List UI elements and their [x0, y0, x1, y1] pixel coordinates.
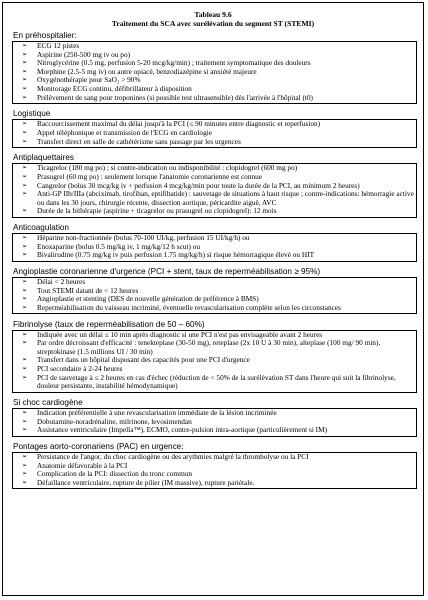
list-item: ➢ Raccourcissement maximal du délai jusqu'à la PCI (≤ 90 minutes entre diagnostic et reperfusion) — [13, 120, 414, 129]
list-item: ➢ Prélèvement de sang pour troponines (si possible test ultrasensible) dès l'arrivée à l'hôpital (t0) — [13, 94, 414, 103]
table-number: Tableau 9.6 — [194, 10, 232, 19]
section-box — [12, 330, 417, 393]
section-heading: Fibrinolyse (taux de reperméabilisation de 50 – 60%) — [13, 319, 205, 329]
bullet-list — [13, 453, 414, 487]
list-item: ➢ Dobutamine-noradrénaline, milrinone, levosimendan — [13, 418, 414, 427]
section-box — [12, 408, 417, 437]
table-caption: Traitement du SCA avec surélévation du segment ST (STEMI) — [111, 19, 315, 28]
section-box — [12, 277, 417, 314]
bullet-list — [13, 42, 414, 102]
section-logistique — [12, 109, 417, 148]
list-item: ➢ Reperméabilisation du vaisseau incriminé, éventuelle revascularisation complète selon les circonstances — [13, 304, 414, 313]
bullet-list — [13, 409, 414, 435]
list-item: ➢ Ticagrelor (180 mg po) ; si contre-indication ou indisponibilité : clopidogrel (600 mg po) — [13, 164, 414, 173]
list-item: ➢ Morphine (2.5-5 mg iv) ou autre opiacé, benzodiazépine si anxiété majeure — [13, 68, 414, 77]
list-item: ➢ PCI secondaire à 2-24 heures — [13, 365, 414, 374]
bullet-list — [13, 164, 414, 216]
list-item: ➢ Durée de la bithérapie (aspirine + ticagrelor ou prasugrel ou clopidogrel): 12 mois — [13, 207, 414, 216]
section-prehospitalier — [12, 31, 417, 104]
list-item: ➢ Transfert direct en salle de cathétérisme sans passage par les urgences — [13, 138, 414, 147]
list-item: ➢ Défaillance ventriculaire, rupture de pilier (IM massive), rupture pariétale. — [13, 479, 414, 488]
list-item: ➢ Par ordre décroissant d'efficacité : tenekteplase (30-50 mg), reteplase (2x 10 U à 30 min), alteplase (100 mg/ 90 min), streptokinase (1.5 millions UI / 30 min) — [13, 339, 414, 356]
list-item: ➢ Oxygénothérapie pour SaO₂ > 90% — [13, 76, 414, 85]
section-antiplaquettaires — [12, 153, 417, 218]
sections-container — [12, 31, 417, 494]
list-item: ➢ Enoxaparine (bolus 0.5 mg/kg iv, 1 mg/kg/12 h scut) ou — [13, 243, 414, 252]
bullet-list — [13, 331, 414, 391]
list-item: ➢ Anti-GP IIb/IIIa (abciximab, tirofiban, eptifibatide) : sauvetage de situations à haut risque ; contre-indications: hémorragie active ou dans les 30 jours, chirurgie récente, dissection aortique, péricardite aiguë, AVC — [13, 190, 414, 207]
list-item: ➢ Nitroglycérine (0.5 mg, perfusion 5-20 mcg/kg/min) ; traitement symptomatique des douleurs — [13, 59, 414, 68]
section-heading: Antiplaquettaires — [13, 153, 74, 163]
list-item: ➢ Transfert dans un hôpital disposant des capacités pour une PCI d'urgence — [13, 356, 414, 365]
bullet-list — [13, 234, 414, 260]
section-fibrinolyse — [12, 320, 417, 393]
list-item: ➢ Angioplastie et stenting (DES de nouvelle génération de préférence à BMS) — [13, 295, 414, 304]
section-anticoagulation — [12, 223, 417, 262]
list-item: ➢ Indiquée avec un délai ≤ 10 min après diagnostic si une PCI n'est pas envisageable avant 2 heures — [13, 331, 414, 340]
list-item: ➢ Bivalirudine (0.75 mg/kg iv puis perfusion 1.75 mg/kg/h) si risque hémorragique élevé ou HIT — [13, 251, 414, 260]
section-heading: Anticoagulation — [13, 223, 69, 233]
list-item: ➢ Indication préférentielle à une revascularisation immédiate de la lésion incriminée — [13, 409, 414, 418]
list-item: ➢ Délai < 2 heures — [13, 278, 414, 287]
list-item: ➢ PCI de sauvetage à ≤ 2 heures en cas d'échec (réduction de < 50% de la surélévation ST dans l'heure qui suit la fibrinolyse, douleur persistante, instabilité hémodynamique) — [13, 374, 414, 391]
list-item: ➢ Persistance de l'angor, du choc cardiogène ou des arythmies malgré la thrombolyse ou la PCI — [13, 453, 414, 462]
section-heading: Logistique — [13, 109, 51, 119]
list-item: ➢ Appel téléphonique et transmission de l'ECG en cardiologie — [13, 129, 414, 138]
section-heading: Pontages aorto-coronariens (PAC) en urgence: — [13, 441, 184, 451]
bullet-list — [13, 278, 414, 312]
section-heading: Si choc cardiogène — [13, 397, 83, 407]
section-heading: En préhospitalier: — [13, 31, 77, 40]
section-box — [12, 119, 417, 148]
list-item: ➢ ECG 12 pistes — [13, 42, 414, 51]
list-item: ➢ Complication de la PCI: dissection du tronc commun — [13, 470, 414, 479]
document-page — [2, 2, 424, 596]
section-box — [12, 163, 417, 218]
section-angioplastie — [12, 267, 417, 314]
section-box — [12, 452, 417, 489]
list-item: ➢ Prasugrel (60 mg po) : seulement lorsque l'anatomie coronarienne est connue — [13, 173, 414, 182]
section-heading: Angioplastie coronarienne d'urgence (PCI + stent, taux de reperméabilisation ≥ 95%) — [13, 267, 321, 277]
list-item: ➢ Cangrelor (bolus 30 mcg/kg iv + perfusion 4 mcg/kg/min pour toute la durée de la PCI, au minimum 2 heures) — [13, 182, 414, 191]
list-item: ➢ Aspirine (250-500 mg iv ou po) — [13, 51, 414, 60]
bullet-list — [13, 120, 414, 146]
section-choc-cardiogene — [12, 398, 417, 437]
section-box — [12, 41, 417, 104]
table-title — [3, 10, 423, 28]
list-item: ➢ Assistance ventriculaire (Impella™), ECMO, contre-pulsion intra-aortique (particulièrement si IM) — [13, 426, 414, 435]
list-item: ➢ Monitorage ECG continu, défibrillateur à disposition — [13, 85, 414, 94]
list-item: ➢ Anatomie défavorable à la PCI — [13, 462, 414, 471]
list-item: ➢ Tout STEMI datant de < 12 heures — [13, 287, 414, 296]
section-box — [12, 233, 417, 262]
list-item: ➢ Héparine non-fractionnée (bolus 70-100 UI/kg, perfusion 15 UI/kg/h) ou — [13, 234, 414, 243]
section-pontages — [12, 442, 417, 489]
